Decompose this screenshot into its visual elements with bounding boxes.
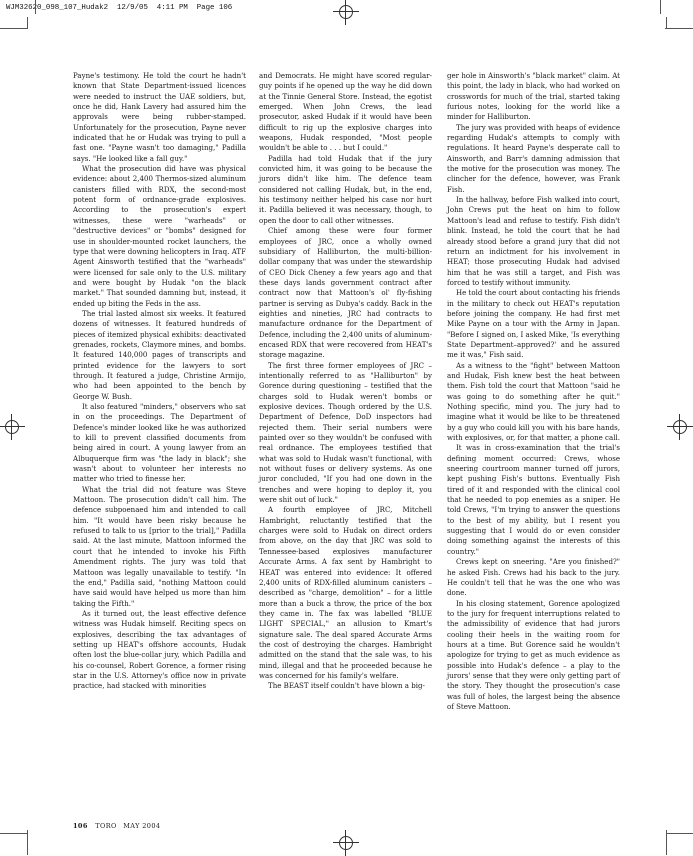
paragraph: In the hallway, before Fish walked into court, John Crews put the heat on him to follow Mattoon's lead and refuse to testify. Fish didn't blink. Instead, he told the court that he had already stood before a grand jury that did not return an indictment for his involvement in HEAT; those prosecuting Hudak had advised him that he was still a target, and Fish was forced to testify without immunity. [447, 195, 620, 287]
paragraph: Chief among these were four former employees of JRC, once a wholly owned subsidiary of Halliburton, the multi-billion-dollar company that was under the stewardship of CEO Dick Cheney a few years ago and that these days lands government contract after contract now that Mattoon's ol' fly-fishing partner is serving as Dubya's caddy. Back in the eighties and nineties, JRC had contracts to manufacture ordnance for the Department of Defence, including the 2,400 units of aluminum-encased RDX that were recovered from HEAT's storage magazine. [259, 226, 432, 360]
paragraph: What the prosecution did have was physical evidence: about 2,400 Thermos-sized aluminum canisters filled with RDX, the second-most potent form of ordnance-grade explosives. According to the prosecution's expert witnesses, these were "warheads" or "destructive devices" or "bombs" designed for use in shoulder-mounted rocket launchers, the type that were downing helicopters in Iraq. ATF Agent Ainsworth testified that the "warheads" were licensed for sale only to the U.S. military and were bought by Hudak "on the black market." That sounded damning but, instead, it ended up biting the Feds in the ass. [73, 164, 246, 308]
paragraph: Crews kept on sneering. "Are you finished?" he asked Fish. Crews had his back to the jury. He couldn't tell that he was the one who was done. [447, 557, 620, 598]
paragraph: The BEAST itself couldn't have blown a big- [268, 681, 425, 691]
registration-mark-bottom [339, 836, 353, 850]
paragraph: In his closing statement, Gorence apologized to the jury for frequent interruptions related to the admissibility of evidence that had jurors cooling their heels in the waiting room for hours at a time. But Gorence said he wouldn't apologize for trying to get as much evidence as possible into Hudak's defence – a play to the jurors' sense that they were only getting part of the story. They thought the prosecution's case was full of holes, the largest being the absence of Steve Mattoon. [447, 598, 620, 711]
issue-date: MAY 2004 [123, 822, 161, 830]
paragraph: What the trial did not feature was Steve Mattoon. The prosecution didn't call him. The defence subpoenaed him and intended to call him. "It would have been risky because he refused to talk to us [prior to the trial]," Padilla said. At the last minute, Mattoon informed the court that he intended to invoke his Fifth Amendment rights. The jury was told that Mattoon was legally unavailable to testify. "In the end," Padilla said, "nothing Mattoon could have said would have helped us more than him taking the Fifth." [73, 484, 246, 608]
page-folio [73, 822, 160, 830]
paragraph: He told the court about contacting his friends in the military to check out HEAT's reputation before joining the company. He had first met Mike Payne on a tour with the Army in Japan. "Before I signed on, I asked Mike, 'Is everything State Department–approved?' and he assured me it was," Fish said. [447, 288, 620, 360]
paragraph: As it turned out, the least effective defence witness was Hudak himself. Reciting specs on explosives, describing the tax advantages of setting up HEAT's offshore accounts, Hudak often lost the blue-collar jury, which Padilla and his co-counsel, Robert Gorence, a former rising star in the U.S. Attorney's office now in private practice, had stacked with minorities [73, 608, 246, 691]
paragraph: Padilla had told Hudak that if the jury convicted him, it was going to be because the jurors didn't like him. The defence team considered not calling Hudak, but, in the end, his testimony neither helped his case nor hurt it. Padilla believed it was necessary, though, to open the door to call other witnesses. [259, 153, 432, 225]
paragraph: and Democrats. He might have scored regular-guy points if he opened up the way he did down at the Tinnie General Store. Instead, the egotist emerged. When John Crews, the lead prosecutor, asked Hudak if it would have been difficult to rig up the explosive charges into weapons, Hudak responded, "Most people wouldn't be able to . . . but I could." [259, 71, 432, 153]
paragraph: A fourth employee of JRC, Mitchell Hambright, reluctantly testified that the charges were sold to Hudak on direct orders from above, on the day that JRC was sold to Tennessee-based explosives manufacturer Accurate Arms. A fax sent by Hambright to HEAT was entered into evidence: It offered 2,400 units of RDX-filled aluminum canisters – described as "charge, demolition" – for a little more than a buck a throw, the price of the box they came in. The fax was labelled "BLUE LIGHT SPECIAL," an allusion to Kmart's signature sale. The deal spared Accurate Arms the cost of destroying the charges. Hambright admitted on the stand that the sale was, to his mind, illegal and that he proceeded because he was concerned for his family's welfare. [259, 505, 432, 680]
paragraph: The first three former employees of JRC – intentionally referred to as "Halliburton" by Gorence during questioning – testified that the charges sold to Hudak weren't bombs or explosive devices. Though ordered by the U.S. Department of Defence, DoD inspectors had rejected them. Their serial numbers were painted over so they wouldn't be confused with real ordnance. The employees testified that what was sold to Hudak wasn't functional, with not without fuses or delivery systems. As one juror concluded, "If you had one down in the trenches and were hoping to deploy it, you were shit out of luck." [259, 360, 432, 505]
paragraph: As a witness to the "fight" between Mattoon and Hudak, Fish knew best the heat between them. Fish told the court that Mattoon "said he was going to do something after he quit." Nothing specific, mind you. The jury had to imagine what it would be like to be threatened by a guy who could kill you with his bare hands, with explosives, or, for that matter, a phone call. [447, 360, 620, 443]
paragraph: ger hole in Ainsworth's "black market" claim. At this point, the lady in black, who had worked on crosswords for much of the trial, started taking furious notes, looking for the world like a minder for Halliburton. [447, 71, 620, 122]
magazine-name: TORO [95, 822, 117, 830]
paragraph: The jury was provided with heaps of evidence regarding Hudak's attempts to comply with regulations. It heard Payne's desperate call to Ainsworth, and Barr's damning admission that the motive for the prosecution was money. The clincher for the defence, however, was Frank Fish. [447, 122, 620, 194]
registration-mark-right [673, 420, 687, 434]
print-slug: WJM32620_098_107_Hudak2 12/9/05 4:11 PM Page 106 [6, 4, 233, 12]
registration-mark-left [5, 420, 19, 434]
paragraph: It was in cross-examination that the trial's defining moment occurred: Crews, whose sneering courtroom manner turned off jurors, kept pushing Fish's buttons. Eventually Fish tired of it and responded with the clinical cool that he needed to pop enemies as a sniper. He told Crews, "I'm trying to answer the questions to the best of my ability, but I resent you suggesting that I would do or even consider doing something against the interests of this country." [447, 443, 620, 556]
paragraph: The trial lasted almost six weeks. It featured dozens of witnesses. It featured hundreds of pieces of itemized physical exhibits: deactivated grenades, rockets, Claymore mines, and bombs. It featured 140,000 pages of transcripts and printed evidence for the lawyers to sort through. It featured a judge, Christine Armijo, who had been appointed to the bench by George W. Bush. [73, 308, 246, 401]
article-column-1 [73, 71, 246, 692]
article-column-2 [259, 71, 432, 692]
paragraph: Payne's testimony. He told the court he hadn't known that State Department-issued licences were needed to instruct the UAE soldiers, but, once he did, Hank Lavery had assured him the approvals were being rubber-stamped. Unfortunately for the prosecution, Payne never indicated that he or Hudak was trying to pull a fast one. "Payne wasn't too damaging," Padilla says. "He looked like a fall guy." [73, 71, 246, 163]
registration-mark-top [339, 5, 353, 19]
page-number: 106 [73, 822, 88, 830]
paragraph: It also featured "minders," observers who sat in on the proceedings. The Department of Defence's minder looked like he was authorized to kill to prevent classified documents from being aired in court. A young lawyer from an Albuquerque firm was "the lady in black"; she wasn't about to volunteer her interests no matter who tried to finesse her. [73, 402, 246, 484]
article-column-3 [447, 71, 620, 712]
